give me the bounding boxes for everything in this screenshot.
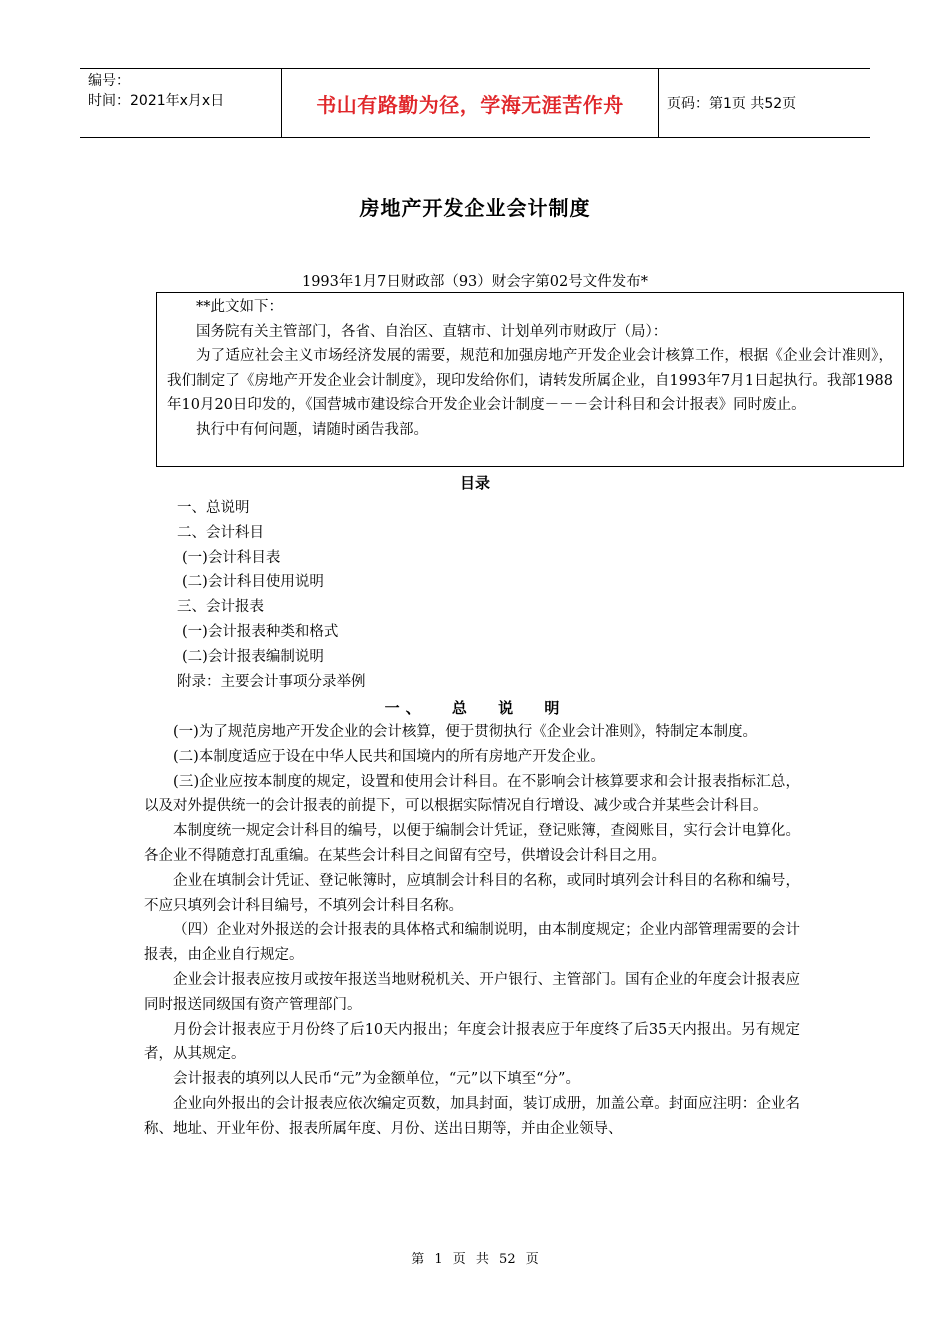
toc-item: 二、会计科目 (177, 524, 264, 541)
notice-paragraph: 为了适应社会主义市场经济发展的需要，规范和加强房地产开发企业会计核算工作，根据《企业会计准则》，我们制定了《房地产开发企业会计制度》，现印发给你们，请转发所属企业，自1993年7月1日起执行。我部1988年10月20日印发的，《国营城市建设综合开发企业会计制度－－－会计科目和会计报表》同时废止。 (167, 348, 893, 413)
body-paragraph: 会计报表的填列以人民币“元”为金额单位，“元”以下填至“分”。 (173, 1071, 580, 1088)
toc-item: (二)会计科目使用说明 (182, 574, 324, 591)
toc-item: 一、总说明 (177, 500, 250, 516)
body-paragraph: 月份会计报表应于月份终了后10天内报出；年度会计报表应于年度终了后35天内报出。另有规定者，从其规定。 (144, 1021, 800, 1063)
date-label: 时间：2021年x月x日 (88, 93, 225, 109)
toc-item: 三、会计报表 (177, 599, 264, 616)
section-body (144, 720, 800, 1142)
notice-box (156, 292, 904, 467)
header-table (80, 68, 870, 138)
body-paragraph: (三)企业应按本制度的规定，设置和使用会计科目。在不影响会计核算要求和会计报表指标汇总，以及对外提供统一的会计报表的前提下，可以根据实际情况自行增设、减少或合并某些会计科目。 (144, 773, 800, 815)
toc-item: (二)会计报表编制说明 (182, 648, 324, 665)
toc-item: (一)会计报表种类和格式 (182, 623, 339, 640)
notice-paragraph: 国务院有关主管部门，各省、自治区、直辖市、计划单列市财政厅（局）： (196, 323, 668, 340)
page-info: 页码：第1页 共52页 (667, 96, 797, 112)
body-paragraph: 企业在填制会计凭证、登记帐簿时，应填制会计科目的名称，或同时填列会计科目的名称和编号，不应只填列会计科目编号，不填列会计科目名称。 (144, 872, 800, 914)
table-of-contents (177, 496, 366, 694)
toc-title: 目录 (459, 474, 490, 492)
document-title: 房地产开发企业会计制度 (359, 196, 591, 220)
body-paragraph: (二)本制度适应于设在中华人民共和国境内的所有房地产开发企业。 (173, 748, 605, 765)
page-footer: 第 1 页 共 52 页 (411, 1252, 539, 1267)
notice-paragraph: 执行中有何问题，请随时函告我部。 (196, 421, 428, 438)
body-paragraph: 企业向外报出的会计报表应依次编定页数，加具封面，装订成册，加盖公章。封面应注明：企业名称、地址、开业年份、报表所属年度、月份、送出日期等，并由企业领导、 (144, 1095, 800, 1137)
body-paragraph: 企业会计报表应按月或按年报送当地财税机关、开户银行、主管部门。国有企业的年度会计报表应同时报送同级国有资产管理部门。 (144, 971, 800, 1013)
number-label: 编号： (88, 73, 130, 89)
section-title: 一、 总 说 明 (384, 699, 566, 717)
toc-item: (一)会计科目表 (182, 549, 281, 566)
header-left-cell (80, 69, 282, 137)
body-paragraph: (一)为了规范房地产开发企业的会计核算，便于贯彻执行《企业会计准则》，特制定本制度。 (173, 724, 758, 740)
toc-item: 附录：主要会计事项分录举例 (177, 673, 366, 690)
body-paragraph: 本制度统一规定会计科目的编号，以便于编制会计凭证，登记账簿，查阅账目，实行会计电算化。各企业不得随意打乱重编。在某些会计科目之间留有空号，供增设会计科目之用。 (144, 823, 800, 864)
notice-paragraph: **此文如下： (196, 299, 283, 315)
motto: 书山有路勤为径，学海无涯苦作舟 (282, 69, 659, 137)
body-paragraph: （四）企业对外报送的会计报表的具体格式和编制说明，由本制度规定；企业内部管理需要的会计报表，由企业自行规定。 (144, 922, 800, 964)
publication-line: 1993年1月7日财政部（93）财会字第02号文件发布* (301, 274, 648, 290)
